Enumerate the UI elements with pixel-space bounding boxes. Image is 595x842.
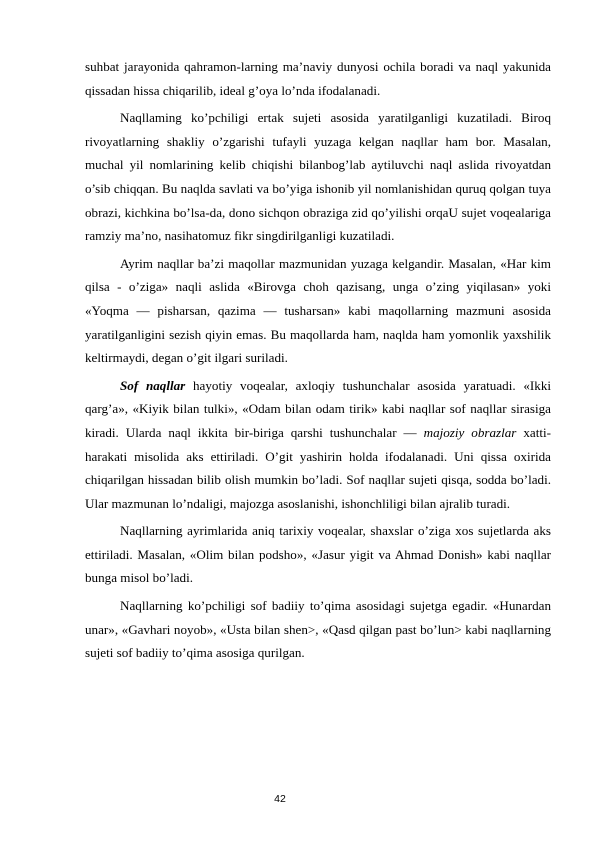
paragraph-4-text-b: xatti-harakati misolida aks ettiriladi. O’git yashirin holda ifodalanadi. Uni qissa oxirida chiqarilgan hissadan bilib olish mumkin bo’ladi. Sof naqllar sujeti qisqa, sodda bo’ladi. Ular mazmunan lo’ndaligi, majozga asoslanishi, ishonchliligi bilan ajralib turadi. [85,424,552,511]
body-text [85,55,551,665]
paragraph-4-text-a: hayotiy voqealar, axloqiy tushunchalar asosida yaratuadi. «Ikki qarg’a», «Kiyik bilan tulki», «Odam bilan odam tirik» kabi naqllar sof naqllar sirasiga kiradi. Ularda naql ikkita bir-biriga qarshi tushunchalar — [85,377,551,440]
paragraph-2: Naqllaming ko’pchiligi ertak sujeti asosida yaratilganligi kuzatiladi. Biroq rivoyatlarning shakliy o’zgarishi tufayli yuzaga kelgan naqllar ham bor. Masalan, muchal yil nomlarining kelib chiqishi bilanbog’lab aytiluvchi naql aslida rivoyatdan o’sib chiqqan. Bu naqlda savlati va bo’yiga ishonib yil nomlanishidan quruq qolgan tuya obrazi, kichkina bo’lsa-da, dono sichqon obraziga zid qo’yilishi orqaU sujet voqealariga ramziy ma’no, nasihatomuz fikr singdirilganligi kuzatiladi. [85,110,551,244]
term-sof-naqllar: Sof naqllar [120,377,186,393]
page-number: 42 [274,793,286,805]
paragraph-3: Ayrim naqllar ba’zi maqollar mazmunidan yuzaga kelgandir. Masalan, «Har kim qilsa - o’ziga» naqli aslida «Birovga choh qazisang, unga o’zing yiqilasan» yoki «Yoqma — pisharsan, qazima — tusharsan» kabi maqollarning mazmuni asosida yaratilganligini sezish qiyin emas. Bu maqollarda ham, naqlda ham yomonlik yaxshilik keltirmaydi, degan o’git ilgari suriladi. [85,255,551,366]
paragraph-6: Naqllarning ko’pchiligi sof badiiy to’qima asosidagi sujetga egadir. «Hunardan unar», «Gavhari noyob», «Usta bilan shen>, «Qasd qilgan past bo’lun> kabi naqllarning sujeti sof badiiy to’qima asosiga qurilgan. [85,598,551,661]
paragraph-4 [85,374,551,516]
paragraph-1: suhbat jarayonida qahramon-larning ma’naviy dunyosi ochila boradi va naql yakunida qissadan hissa chiqarilib, ideal g’oya lo’nda ifodalanadi. [85,59,551,98]
paragraph-5: Naqllarning ayrimlarida aniq tarixiy voqealar, shaxslar o’ziga xos sujetlarda aks ettiriladi. Masalan, «Olim bilan podsho», «Jasur yigit va Ahmad Donish» kabi naqllar bunga misol bo’ladi. [85,523,551,586]
term-majoziy-obrazlar: majoziy obrazlar [423,424,517,440]
